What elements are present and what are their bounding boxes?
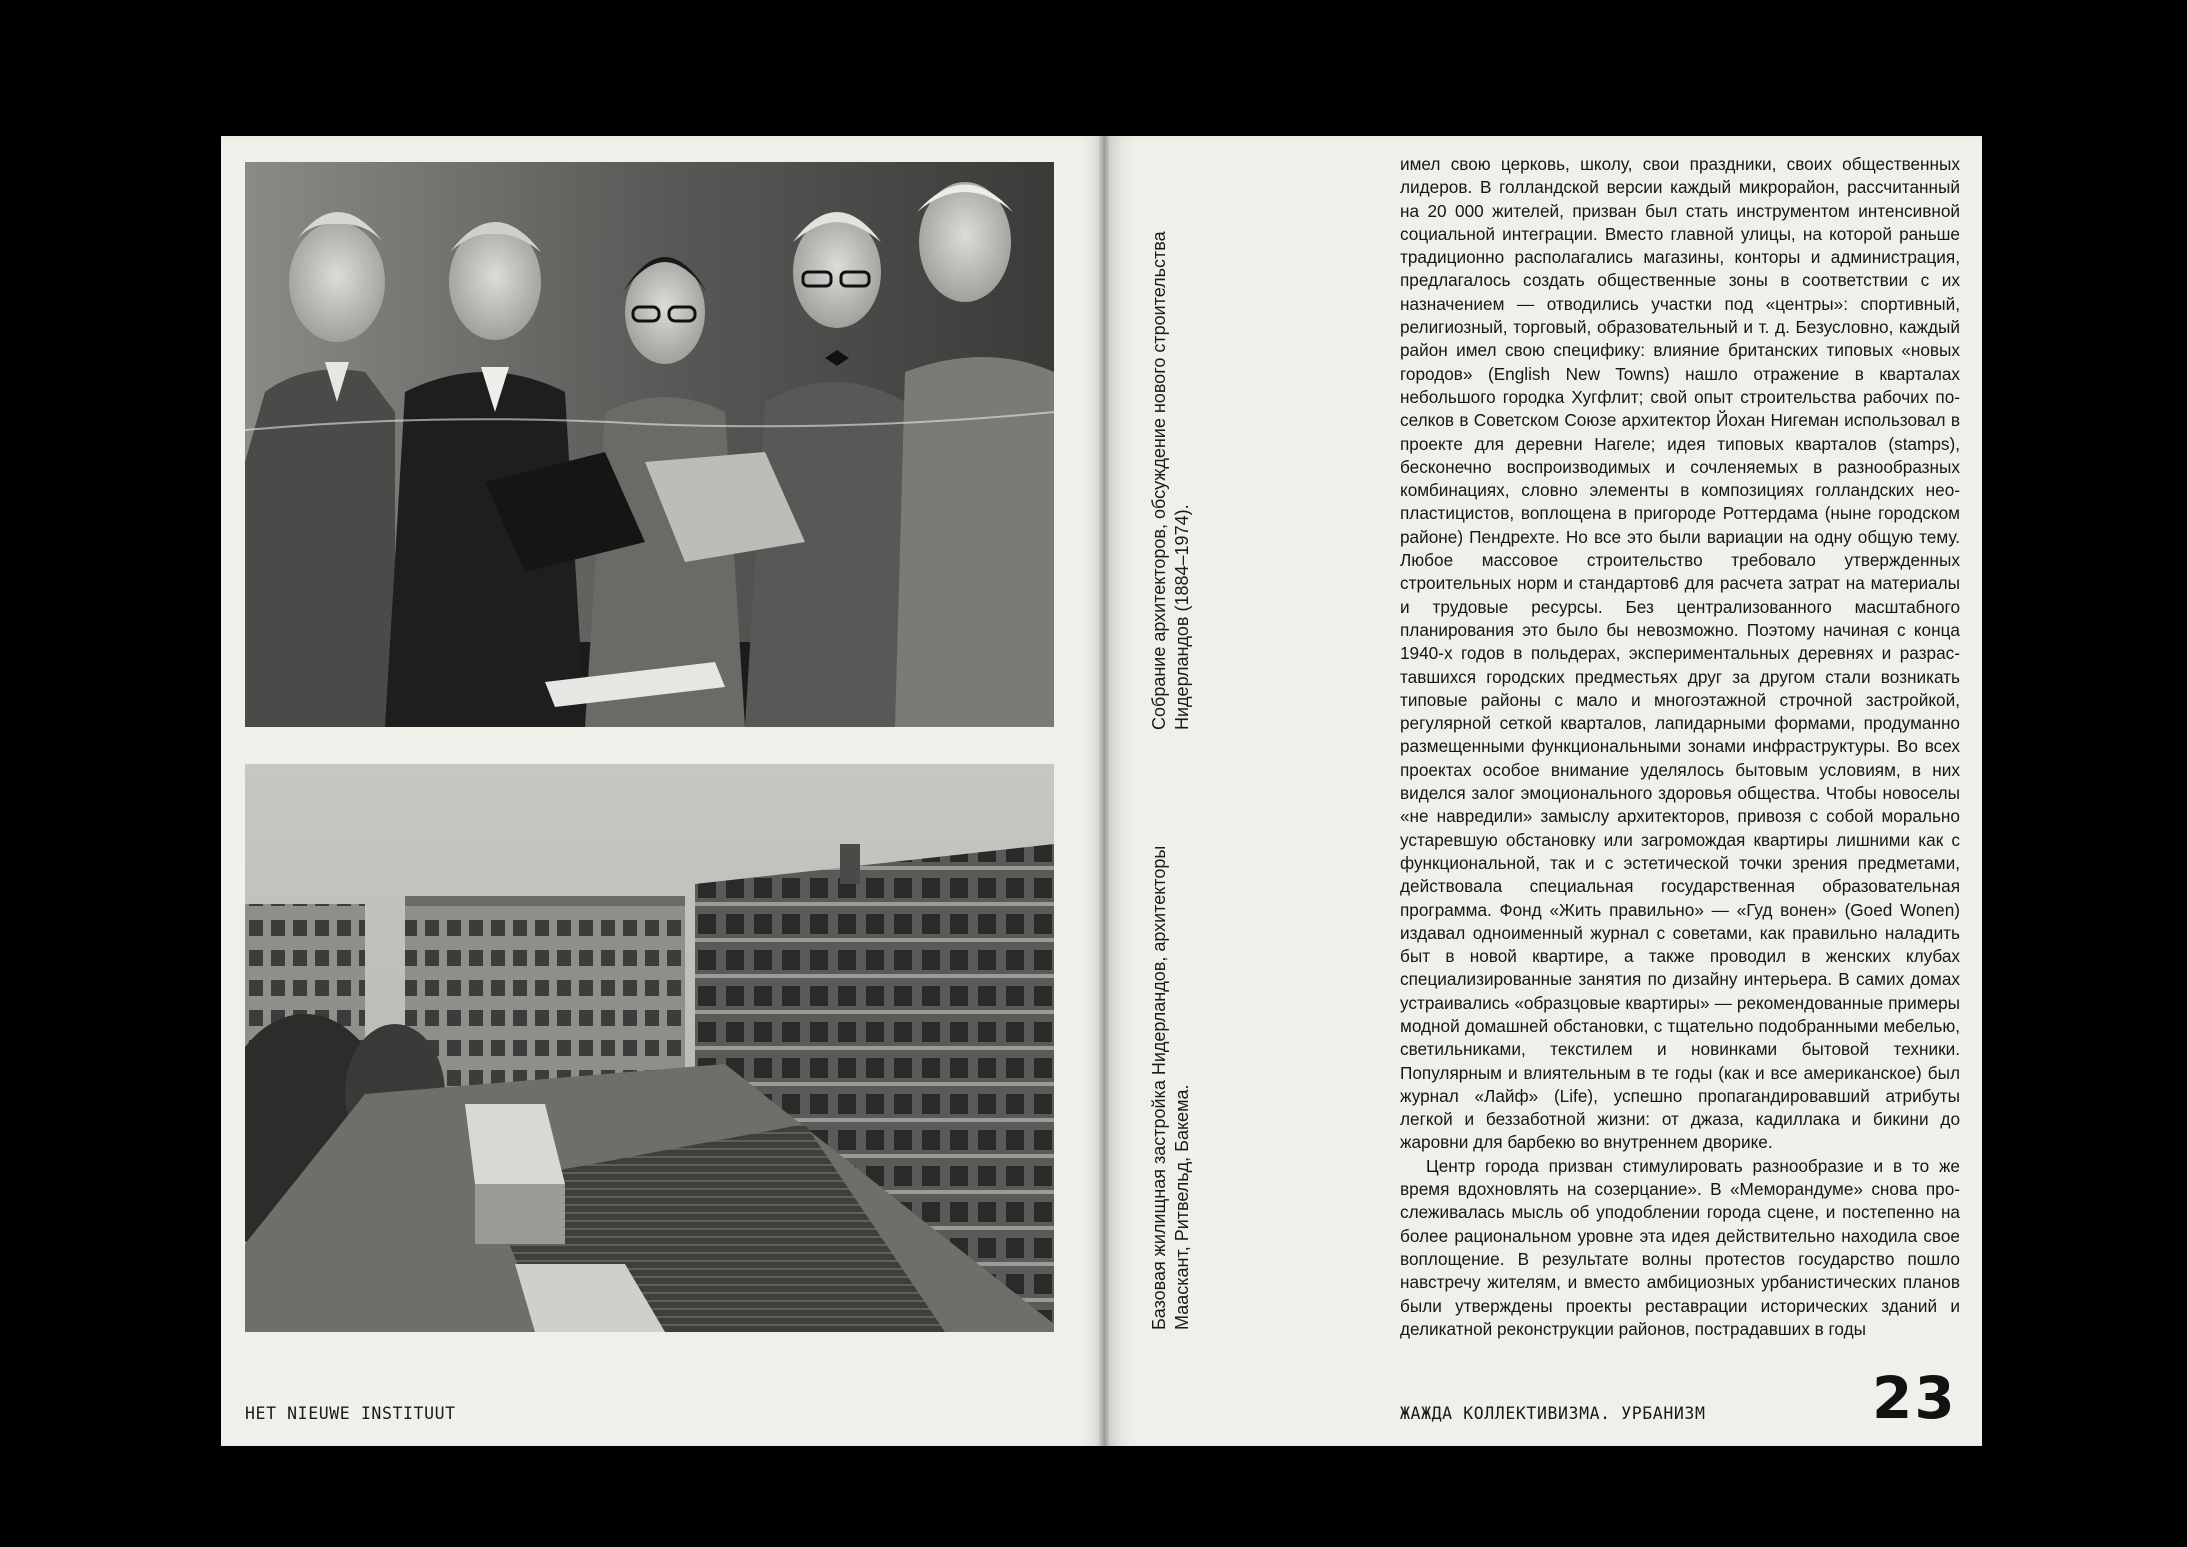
book-gutter (1099, 136, 1109, 1446)
footer-publisher: HET NIEUWE INSTITUUT (245, 1404, 456, 1423)
caption-architects-meeting: Собрание архитекторов, обсуждение нового строительства Нидерландов (1884–1974). (1149, 231, 1192, 730)
article-paragraph: имел свою церковь, школу, свои праздники, своих общественных лидеров. В голландской версии каждый микрорайон, рассчитанный на 20 000 жителей, призван был стать инструментом интенсивной социальной интеграции. Вместо главной улицы, на которой раньше традиционно располагались магазины, конторы и администрация, предлагалось создать общественные зоны в соответствии с их назначением — отводились участки под «центры»: спортивный, религиозный, торговый, образовательный и т. д. Безусловно, каждый район имел свою специфику: влияние британских типовых «новых городов» (English New Towns) нашло отражение в кварталах небольшого городка Хугфлит; свой опыт строительства рабочих поселков в Советском Союзе архитектор Йохан Нигеман использовал в проекте для деревни Нагеле; идея типовых кварталов (stamps), бесконечно воспроизводимых и сочленяемых в разнообразных комбинациях, словно элементы в композициях голландских неопластицистов, воплощена в пригороде Роттердама (ныне городском районе) Пендрехте. Но все это были вариации на одну общую тему. Любое массовое строительство требовало утвержденных строительных норм и стандартов6 для расчета затрат на материалы и трудовые ресурсы. Без централизованного масштабного планирования это было бы невозможно. Поэтому начиная с конца 1940-х годов в польдерах, экспериментальных деревнях и разраставшихся городских предместьях друг за другом стали возникать типовые районы с мало и многоэтажной строчной застройкой, регулярной сеткой кварталов, лапидарными формами, продуманно размещенными функциональными зонами инфраструктуры. Во всех проектах особое внимание уделялось бытовым условиям, в них виделся залог эмоционального здоровья общества. Чтобы новоселы «не навредили» замыслу архитекторов, привозя с собой морально устаревшую обстановку или загромождая квартиры лишними как с функциональной, так и с эстетической точки зрения предметами, действовала специальная государственная образовательная программа. Фонд «Жить правильно» — «Гуд вонен» (Goed Wonen) издавал одноименный журнал с советами, как правильно наладить быт в новой квартире, а также проводил в женских клубах специализированные занятия по дизайну интерьера. В самих домах устраивались «образцовые квартиры» — рекомендованные примеры модной домашней обстановки, с тщательно подобранными мебелью, светильниками, текстилем и новинками бытовой техники. Популярным и влиятельным в те годы (как и все американское) был журнал «Лайф» (Life), успешно пропагандировавший атрибуты легкой и беззаботной жизни: от джаза, кадиллака и бикини до жаровни для барбекю во внутреннем дворике. (1400, 154, 1960, 1153)
photo-architects-meeting-image (245, 162, 1054, 727)
photo-housing-blocks (245, 764, 1054, 1332)
footer-section-title: ЖАЖДА КОЛЛЕКТИВИЗМА. УРБАНИЗМ (1400, 1404, 1706, 1423)
photo-architects-meeting (245, 162, 1054, 727)
photo-housing-blocks-image (245, 764, 1054, 1332)
page-number: 23 (1872, 1364, 1957, 1432)
article-paragraph: Центр города призван стимулировать разнообразие и в то же время вдохновлять на созерцание». В «Меморандуме» снова прослеживалась мысль об уподоблении города сцене, и постепенно на более рациональном уровне эта идея действительно находила свое воплощение. В результате волны протестов государство пошло навстречу жителям, и вместо амбициозных урбанистических планов были утверждены проекты реставрации исторических зданий и деликатной реконструкции районов, пострадавших в годы (1400, 1155, 1960, 1339)
article-body (1400, 153, 1960, 1341)
caption-housing-blocks: Базовая жилищная застройка Нидерландов, архитекторы Мааскант, Ритвельд, Бакема. (1149, 845, 1192, 1330)
